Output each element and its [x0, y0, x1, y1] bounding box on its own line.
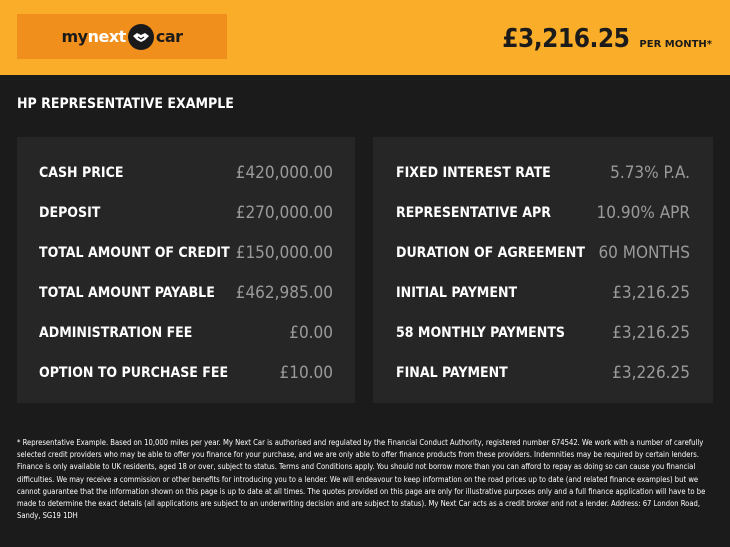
finance-row-interest-rate: [396, 162, 690, 184]
finance-row-deposit: [39, 202, 333, 224]
section-title: HP REPRESENTATIVE EXAMPLE: [17, 96, 234, 112]
row-label: ADMINISTRATION FEE: [39, 325, 193, 341]
handshake-icon: [128, 24, 154, 50]
row-value: £420,000.00: [235, 163, 333, 183]
row-value: £462,985.00: [235, 283, 333, 303]
row-value: 60 MONTHS: [598, 243, 690, 263]
row-label: REPRESENTATIVE APR: [396, 205, 551, 221]
finance-row-purchase-fee: [39, 362, 333, 384]
finance-panel-right: [373, 137, 713, 403]
finance-row-duration: [396, 242, 690, 264]
row-value: £3,226.25: [612, 363, 690, 383]
row-value: £150,000.00: [235, 243, 333, 263]
monthly-price: £3,216.25: [502, 24, 630, 54]
row-label: FIXED INTEREST RATE: [396, 165, 551, 181]
brand-logo[interactable]: [17, 14, 227, 59]
logo-text-my: my: [61, 27, 88, 46]
row-value: £10.00: [279, 363, 333, 383]
logo-text-car: car: [155, 27, 183, 46]
row-value: 10.90% APR: [596, 203, 690, 223]
finance-row-initial-payment: [396, 282, 690, 304]
finance-row-monthly-payments: [396, 322, 690, 344]
row-value: £0.00: [289, 323, 333, 343]
row-label: OPTION TO PURCHASE FEE: [39, 365, 229, 381]
monthly-price-block: [502, 24, 712, 54]
row-label: INITIAL PAYMENT: [396, 285, 518, 301]
finance-row-apr: [396, 202, 690, 224]
finance-row-final-payment: [396, 362, 690, 384]
row-label: DEPOSIT: [39, 205, 101, 221]
finance-row-total-payable: [39, 282, 333, 304]
row-label: DURATION OF AGREEMENT: [396, 245, 585, 261]
finance-panel-left: [17, 137, 355, 403]
logo-text-next: next: [87, 27, 126, 46]
row-label: TOTAL AMOUNT PAYABLE: [39, 285, 215, 301]
row-label: 58 MONTHLY PAYMENTS: [396, 325, 565, 341]
header-bar: [0, 0, 730, 75]
logo-wordmark: [62, 24, 183, 50]
row-value: £3,216.25: [612, 283, 690, 303]
row-label: TOTAL AMOUNT OF CREDIT: [39, 245, 230, 261]
row-value: 5.73% P.A.: [610, 163, 690, 183]
finance-row-total-credit: [39, 242, 333, 264]
finance-row-admin-fee: [39, 322, 333, 344]
legal-disclaimer: * Representative Example. Based on 10,000 miles per year. My Next Car is authorised and regulated by the Financial Conduct Authority, registered number 674542. We work with a number of carefully selected credit providers who may be able to offer you finance for your purchase, and we are only able to offer finance products from these providers. Indemnities may be required by certain lenders. Finance is only available to UK residents, aged 18 or over, subject to status. Terms and Conditions apply. You should not borrow more than you can afford to repay as doing so can cause you financial difficulties. We may receive a commission or other benefits for introducing you to a lender. We will endeavour to keep information on the road prices up to date (and related finance examples) but we cannot guarantee that the information shown on this page is up to date at all times. The quotes provided on this page are only for illustrative purposes only and a full finance application will have to be made to determine the exact details (all applications are subject to an underwriting decision and are subject to status). My Next Car acts as a credit broker and not a lender. Address: 67 London Road, Sandy, SG19 1DH: [17, 438, 706, 521]
finance-row-cash-price: [39, 162, 333, 184]
row-label: CASH PRICE: [39, 165, 124, 181]
row-value: £270,000.00: [235, 203, 333, 223]
row-value: £3,216.25: [612, 323, 690, 343]
per-month-label: PER MONTH*: [639, 39, 712, 50]
row-label: FINAL PAYMENT: [396, 365, 508, 381]
